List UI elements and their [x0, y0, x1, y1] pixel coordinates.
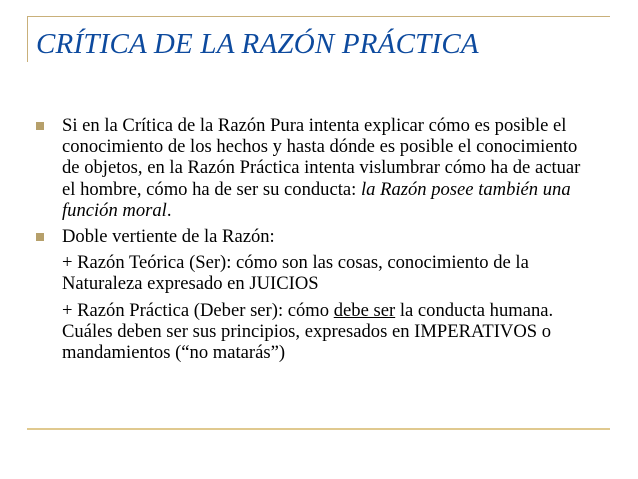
top-rule	[27, 16, 610, 17]
practical-text-before: + Razón Práctica (Deber ser): cómo	[62, 299, 330, 321]
practical-text-after: la conducta humana. Cuáles deben ser sus principios, expresados en IMPERATIVOS o mandamientos (“no matarás”)	[62, 299, 554, 364]
left-rule	[27, 16, 28, 62]
square-bullet-icon	[36, 233, 44, 241]
bullet-1-italic-text: la Razón posee también una función moral	[62, 178, 571, 221]
bullet-1-end: .	[166, 199, 172, 221]
square-bullet-icon	[36, 122, 44, 130]
slide-content	[36, 115, 596, 363]
bullet-2-sub-practical	[62, 300, 596, 364]
bottom-rule	[27, 428, 610, 430]
practical-underlined-text: debe ser	[333, 299, 396, 321]
bullet-item-1	[36, 115, 596, 221]
bullet-2-sub-theoretical: + Razón Teórica (Ser): cómo son las cosas, conocimiento de la Naturaleza expresado en JUICIOS	[62, 252, 529, 295]
slide-title: CRÍTICA DE LA RAZÓN PRÁCTICA	[36, 28, 479, 60]
bullet-2-text: Doble vertiente de la Razón:	[62, 226, 275, 248]
bullet-1-text: Si en la Crítica de la Razón Pura intenta explicar cómo es posible el conocimiento de los hechos y hasta dónde es posible el conocimiento de objetos, en la Razón Práctica intenta vislumbrar cómo ha de actuar el hombre, cómo ha de ser su conducta:	[62, 115, 581, 200]
bullet-item-2	[36, 226, 596, 363]
